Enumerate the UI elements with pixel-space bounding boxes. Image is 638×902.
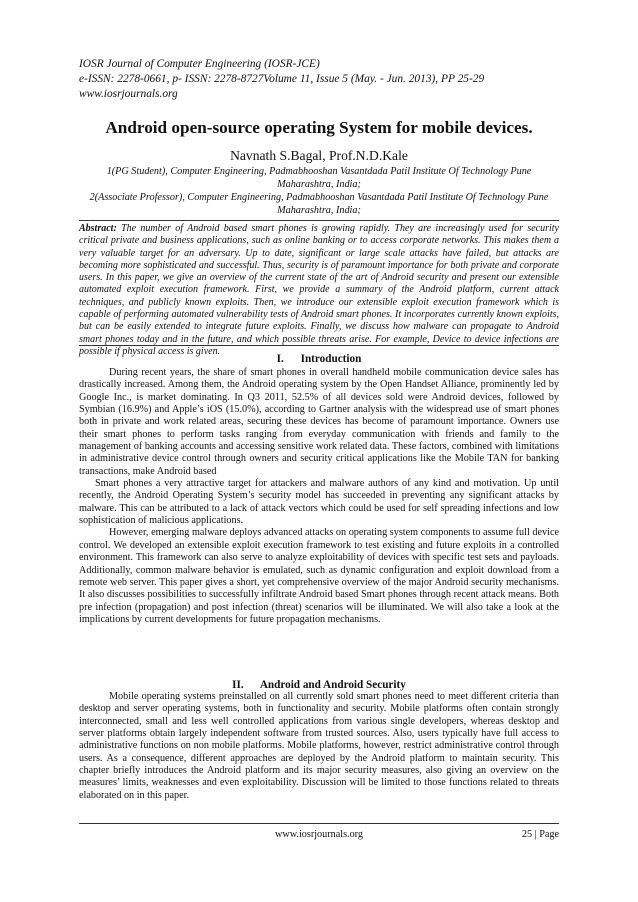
- paragraph: Smart phones a very attractive target for attackers and malware authors of any kind and motivation. Up until recently, the Android Operating System’s security model has succeeded in preventing any significant attacks by malware. This can be attributed to a lack of attack vectors which could be used for self spreading infections and low sophistication of malicious applications.: [79, 478, 559, 527]
- abstract-text: The number of Android based smart phones is growing rapidly. They are increasingly used for security critical private and business applications, such as online banking or to access corporate networks. This makes them a very valuable target for an adversary. Up to date, significant or large scale attacks have failed, but attacks are becoming more sophisticated and successful. Thus, security is of paramount importance for both private and corporate users. In this paper, we give an overview of the current state of the art of Android security and present our extensible automated exploit execution framework. First, we provide a summary of the Android platform, current attack techniques, and publicly known exploits. Then, we introduce our extensible exploit execution framework which is capable of performing automated vulnerability tests of Android smart phones. It incorporates currently known exploits, but can be easily extended to integrate future exploits. Finally, we discuss how malware can propagate to Android smart phones today and in the future, and which possible threats arise. For example, Device to device infections are possible if physical access is given.: [79, 223, 559, 357]
- journal-header: [79, 57, 569, 102]
- journal-name: IOSR Journal of Computer Engineering (IOSR-JCE): [79, 58, 320, 70]
- paragraph: During recent years, the share of smart phones in overall handheld mobile communication device sales has drastically increased. Among them, the Android operating system by the Open Handset Alliance, prominently led by Google Inc., is market dominating. In Q3 2011, 52.5% of all devices sold were Android devices, followed by Symbian (16.9%) and Apple’s iOS (15.0%), according to Gartner analysis with the widespread use of smart phones both in private and work related areas, securing these devices has become of paramount importance. Owners use their smart phones to perform tasks ranging from everyday communication with friends and family to the management of banking accounts and accessing sensitive work related data. These factors, combined with limitations in administrative device control through owners and security critical applications like the Mobile TAN for banking transactions, make Android based: [79, 367, 559, 477]
- section-introduction: [79, 367, 559, 626]
- page-number: 25 | Page: [521, 829, 559, 840]
- journal-issn-volume: e-ISSN: 2278-0661, p- ISSN: 2278-8727Volume 11, Issue 5 (May. - Jun. 2013), PP 25-29: [79, 73, 485, 85]
- paragraph: However, emerging malware deploys advanced attacks on operating system components to assume full device control. We developed an extensible exploit execution framework to test existing and future exploits in a controlled environment. This framework can also serve to analyze exploitability of devices with specific test sets and payloads. Additionally, common malware behavior is emulated, such as dynamic configuration and exploit download from a remote web server. This paper gives a short, yet comprehensive overview of the major Android security mechanisms. It also discusses possibilities to successfully infiltrate Android based Smart phones through recent attack means. Both pre infection (propagation) and post infection (threat) scenarios will be illuminated. We will also take a look at the implications by current developments for future propagation mechanisms.: [79, 527, 559, 625]
- section-heading-android-security: II. Android and Android Security: [232, 679, 406, 691]
- abstract-label: Abstract:: [79, 223, 117, 234]
- journal-website: www.iosrjournals.org: [79, 88, 178, 100]
- paper-authors: Navnath S.Bagal, Prof.N.D.Kale: [230, 148, 408, 163]
- section-android-security: [79, 691, 559, 802]
- author-affiliation-1: 1(PG Student), Computer Engineering, Padmabhooshan Vasantdada Patil Institute Of Technology Pune Maharashtra, India;: [106, 166, 532, 190]
- author-affiliation-2: 2(Associate Professor), Computer Engineering, Padmabhooshan Vasantdada Patil Institute Of Technology Pune Maharashtra, India;: [89, 192, 549, 216]
- abstract: [79, 223, 559, 358]
- footer-divider: [79, 823, 559, 824]
- paragraph: Mobile operating systems preinstalled on all currently sold smart phones need to meet different criteria than desktop and server operating systems, both in functionality and security. Mobile platforms often contain strongly interconnected, small and less well controlled applications from various single developers, whereas desktop and server platforms obtain largely independent software from trusted sources. Also, users typically have full access to administrative functions on non mobile platforms. Mobile platforms, however, restrict administrative control through users. As a consequence, different approaches are deployed by the Android platform to maintain security. This chapter briefly introduces the Android platform and its major security measures, also giving an overview on the measures’ limits, weaknesses and even exploitability. Discussion will be limited to those functions related to threats elaborated on in this paper.: [79, 691, 559, 801]
- abstract-bottom-divider: [79, 345, 559, 346]
- footer-website: www.iosrjournals.org: [274, 829, 363, 840]
- section-heading-introduction: I. Introduction: [276, 353, 362, 365]
- abstract-top-divider: [79, 220, 559, 221]
- paper-title: Android open-source operating System for mobile devices.: [105, 118, 533, 137]
